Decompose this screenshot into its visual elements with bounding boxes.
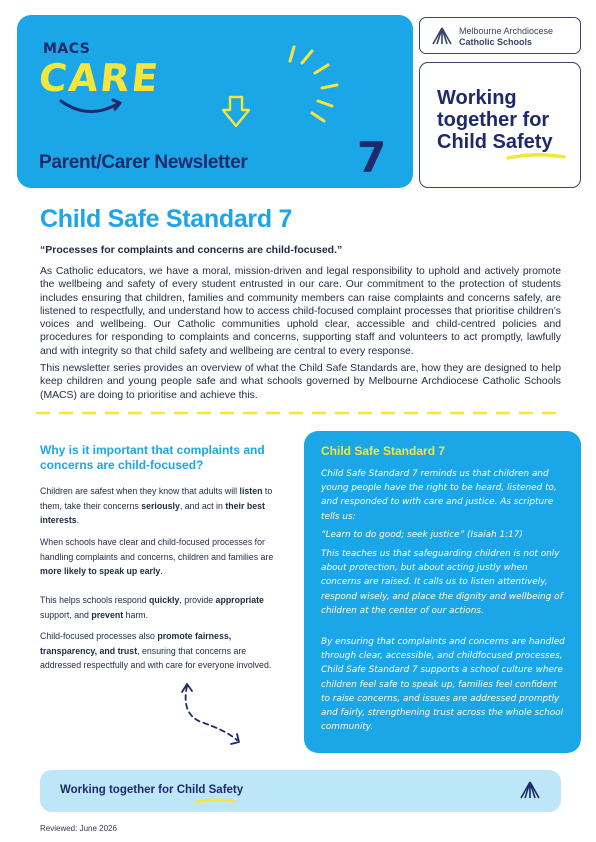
down-arrow-icon [220, 95, 252, 129]
newsletter-title: Parent/Carer Newsletter [39, 152, 248, 173]
card-scripture: “Learn to do good; seek justice” (Isaiah 1:17) [321, 530, 523, 540]
footer-tagline: Working together for Child Safety [60, 784, 244, 796]
card-paragraph-1: Child Safe Standard 7 reminds us that children and young people have the right to be heard, listened to, and responded to with care and justice. As scripture tells us: [321, 469, 557, 522]
why-paragraph-3: This helps schools respond quickly, provide appropriate support, and prevent harm. [40, 595, 264, 620]
card-paragraph-3: By ensuring that complaints and concerns are handled through clear, accessible, and childfocused processes, Child Safe Standard 7 supports a school culture where children feel safe to speak up, families feel confident to raise concerns, and issues are addressed promptly and fairly, strengthening trust across the whole school community. [321, 637, 565, 733]
standard-title: Child Safe Standard 7 [40, 205, 293, 233]
logo-text-line2: Catholic Schools [459, 37, 533, 47]
issue-number: 7 [357, 133, 387, 182]
macs-emblem-icon [432, 27, 452, 45]
smile-icon [57, 97, 127, 119]
tagline-text: Working together for Child Safety [437, 87, 553, 153]
yellow-underline-icon [506, 150, 566, 162]
intro-paragraph-2: This newsletter series provides an overview of what the Child Safe Standards are, how they are designed to help keep children and young people safe and what schools governed by Melbourne Archdiocese Catholic Schools (MACS) are doing to prioritise and achieve this. [40, 363, 561, 401]
why-section-title: Why is it important that complaints and concerns are child-focused? [40, 443, 265, 472]
care-logo-text: CARE [36, 56, 162, 100]
card-title: Child Safe Standard 7 [321, 444, 446, 458]
footer-bar [40, 770, 561, 812]
why-paragraph-2: When schools have clear and child-focused processes for handling complaints and concerns, children and families are more likely to speak up early. [40, 537, 274, 576]
hero-banner [17, 15, 413, 188]
logo-text-line1: Melbourne Archdiocese [459, 26, 554, 36]
macs-logo-box [419, 17, 581, 54]
why-paragraph-1: Children are safest when they know that adults will listen to them, take their concerns seriously, and act in their best interests. [40, 486, 273, 525]
standard-quote: “Processes for complaints and concerns are child-focused.” [40, 244, 343, 256]
reviewed-date: Reviewed: June 2026 [40, 824, 117, 833]
sparkle-lines-icon [282, 43, 352, 123]
standard-7-card [304, 431, 581, 753]
why-paragraph-4: Child-focused processes also promote fairness, transparency, and trust, ensuring that concerns are addressed respectfully and with care for everyone involved. [40, 631, 272, 670]
curvy-dashed-arrow-icon [175, 680, 255, 752]
macs-brand: MACS [43, 41, 91, 57]
macs-emblem-icon [520, 781, 540, 799]
intro-paragraph-1: As Catholic educators, we have a moral, mission-driven and legal responsibility to uphold and actively promote the wellbeing and safety of every student entrusted in our care. Our commitment to the protection of students includes ensuring that children, families and community members can raise complaints and concerns safely, are listened to respectfully, and understand how to access child-focused complaint processes that prioritise children’s voices and wellbeing. Our Catholic communities uphold clear, accessible and child-centred policies and procedures for responding to complaints and concerns, supporting staff and volunteers to act promptly, lawfully and with integrity so that child safety and wellbeing are central to every response. [40, 266, 561, 357]
footer-underline-icon [194, 797, 236, 805]
tagline-box [419, 62, 581, 188]
card-paragraph-2: This teaches us that safeguarding children is not only about protection, but about acting justly when concerns are raised. It calls us to listen attentively, respond wisely, and place the dignity and wellbeing of children at the center of our actions. [321, 549, 563, 616]
yellow-dash-divider [36, 410, 564, 416]
